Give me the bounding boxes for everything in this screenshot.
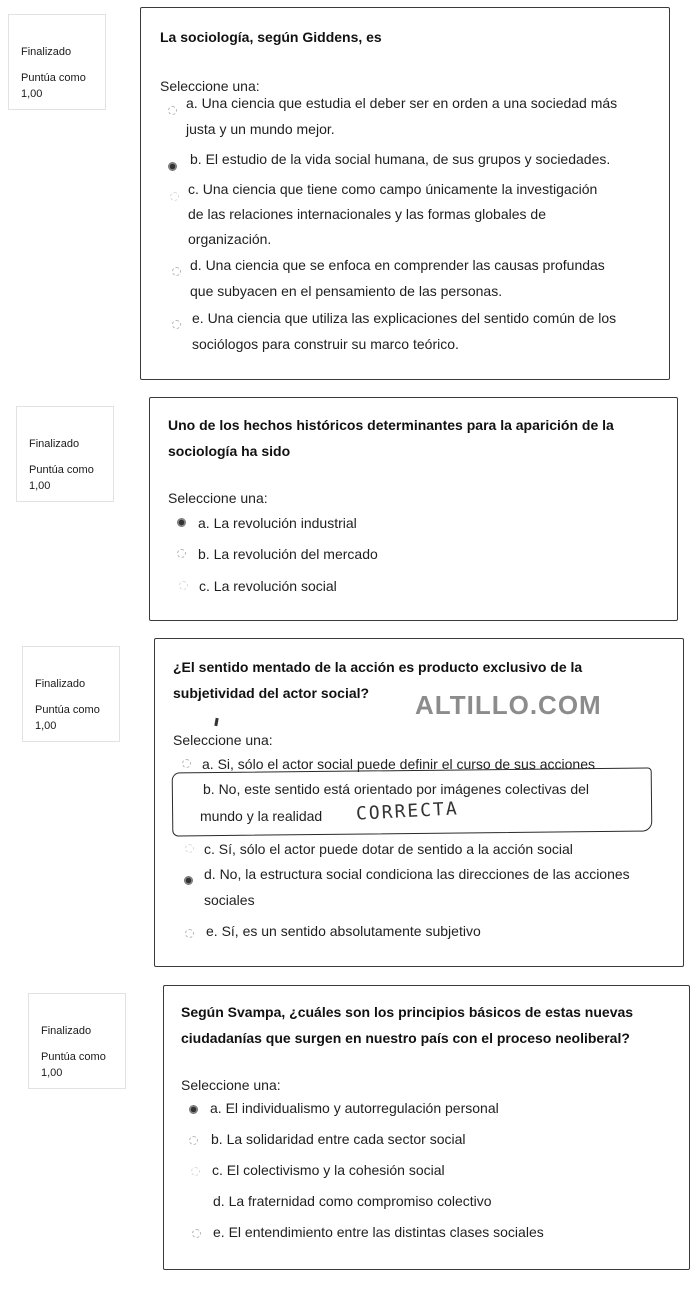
- question-text-1: La sociología, según Giddens, es: [160, 29, 382, 45]
- radio-q2-c[interactable]: [179, 581, 188, 590]
- option-q4-a[interactable]: a. El individualismo y autorregulación personal: [210, 1100, 499, 1116]
- status-label: Finalizado: [35, 678, 86, 690]
- radio-q3-c[interactable]: [185, 844, 194, 853]
- question-text-2: Uno de los hechos históricos determinantes para la aparición de la sociología ha sido: [168, 417, 614, 459]
- question-text-3: ¿El sentido mentado de la acción es producto exclusivo de la subjetividad del actor social?: [173, 659, 583, 701]
- radio-q1-c[interactable]: [170, 192, 179, 201]
- radio-q3-a[interactable]: [182, 759, 191, 768]
- question-info-4: [28, 993, 126, 1089]
- option-q4-e[interactable]: e. El entendimiento entre las distintas clases sociales: [213, 1224, 544, 1240]
- radio-q3-d[interactable]: [184, 876, 193, 885]
- grade-value: 1,00: [21, 87, 43, 100]
- option-q1-b[interactable]: b. El estudio de la vida social humana, de sus grupos y sociedades.: [190, 151, 611, 167]
- grade-label: Puntúa como: [21, 71, 86, 84]
- grade-value: 1,00: [41, 1066, 63, 1079]
- option-q2-c[interactable]: c. La revolución social: [199, 578, 337, 594]
- option-q4-b[interactable]: b. La solidaridad entre cada sector social: [211, 1131, 466, 1147]
- select-prompt-2: Seleccione una:: [168, 490, 268, 506]
- radio-q4-c[interactable]: [191, 1167, 200, 1176]
- question-info-3: [22, 646, 120, 742]
- status-label: Finalizado: [29, 438, 80, 450]
- option-q2-a[interactable]: a. La revolución industrial: [198, 515, 357, 531]
- radio-q1-b[interactable]: [168, 162, 177, 171]
- radio-q4-b[interactable]: [189, 1136, 198, 1145]
- radio-q1-d[interactable]: [172, 267, 181, 276]
- radio-q3-e[interactable]: [185, 929, 194, 938]
- radio-q1-a[interactable]: [168, 106, 177, 115]
- grade-label: Puntúa como: [35, 703, 100, 716]
- option-q3-b[interactable]: b. No, este sentido está orientado por imágenes colectivas del mundo y la realidad: [200, 781, 590, 824]
- option-q3-a[interactable]: a. Si, sólo el actor social puede definir el curso de sus acciones: [202, 756, 595, 772]
- grade-label: Puntúa como: [41, 1050, 106, 1063]
- option-q1-c[interactable]: c. Una ciencia que tiene como campo únicamente la investigación de las relaciones internacionales y las formas globales de organización.: [188, 181, 598, 247]
- question-info-1: [8, 14, 106, 110]
- watermark: ALTILLO.COM: [415, 690, 602, 720]
- grade-label: Puntúa como: [29, 463, 94, 476]
- select-prompt-3: Seleccione una:: [173, 732, 273, 748]
- option-q1-a[interactable]: a. Una ciencia que estudia el deber ser en orden a una sociedad más justa y un mundo mejor.: [186, 95, 618, 137]
- option-q1-e[interactable]: e. Una ciencia que utiliza las explicaciones del sentido común de los sociólogos para construir su marco teórico.: [192, 310, 617, 352]
- option-q1-d[interactable]: d. Una ciencia que se enfoca en comprender las causas profundas que subyacen en el pensamiento de las personas.: [190, 257, 605, 299]
- option-q4-d[interactable]: d. La fraternidad como compromiso colectivo: [213, 1193, 492, 1209]
- status-label: Finalizado: [41, 1025, 92, 1037]
- radio-q1-e[interactable]: [172, 320, 181, 329]
- radio-q2-a[interactable]: [177, 518, 186, 527]
- grade-value: 1,00: [29, 479, 51, 492]
- radio-q2-b[interactable]: [177, 549, 186, 558]
- option-q4-c[interactable]: c. El colectivismo y la cohesión social: [212, 1162, 445, 1178]
- status-label: Finalizado: [21, 46, 72, 58]
- question-text-4: Según Svampa, ¿cuáles son los principios básicos de estas nuevas ciudadanías que surgen en nuestro país con el proceso neoliberal?: [181, 1004, 634, 1046]
- radio-q4-a[interactable]: [189, 1105, 198, 1114]
- option-q2-b[interactable]: b. La revolución del mercado: [198, 546, 378, 562]
- select-prompt-1: Seleccione una:: [160, 78, 260, 94]
- handwritten-note: CORRECTA: [355, 798, 460, 825]
- question-info-2: [16, 406, 114, 502]
- option-q3-e[interactable]: e. Sí, es un sentido absolutamente subjetivo: [206, 923, 481, 939]
- grade-value: 1,00: [35, 719, 57, 732]
- radio-q4-e[interactable]: [192, 1229, 201, 1238]
- option-q3-c[interactable]: c. Sí, sólo el actor puede dotar de sentido a la acción social: [204, 841, 573, 857]
- select-prompt-4: Seleccione una:: [181, 1077, 281, 1093]
- option-q3-d[interactable]: d. No, la estructura social condiciona las direcciones de las acciones sociales: [204, 866, 630, 908]
